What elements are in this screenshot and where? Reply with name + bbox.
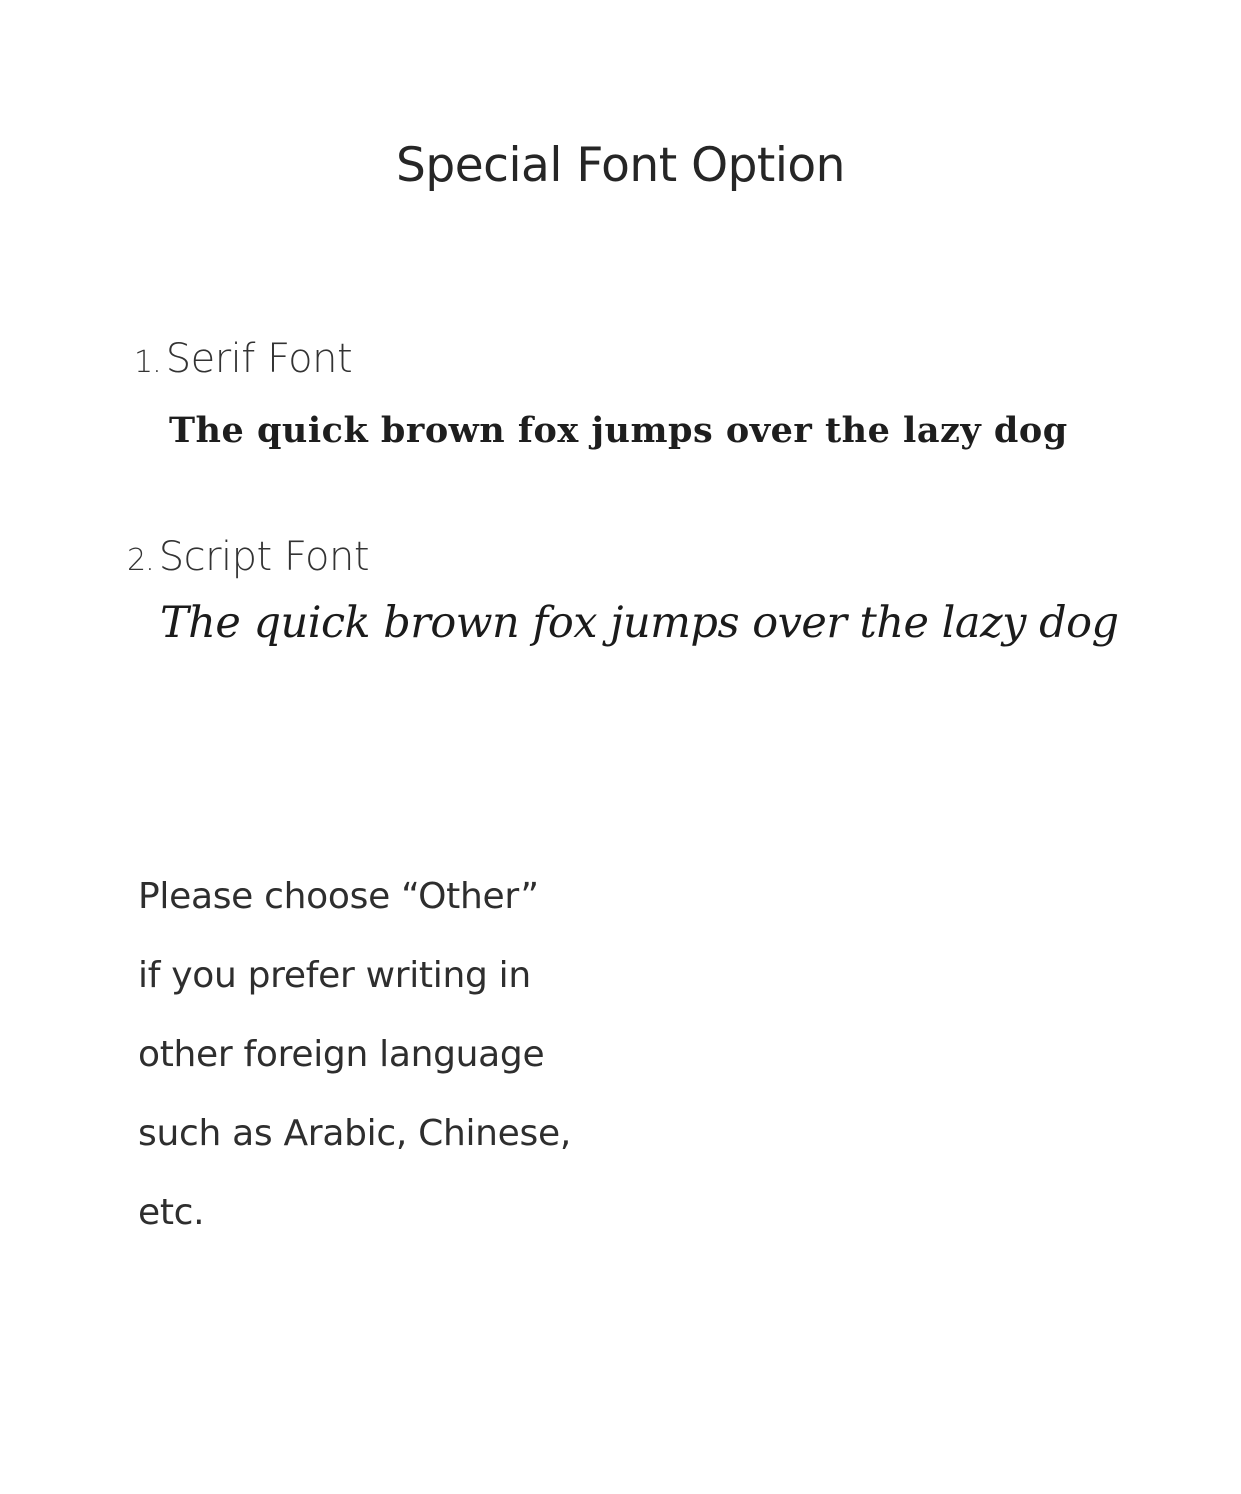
- note-line: other foreign language: [138, 1034, 545, 1075]
- option-serif-heading: [134, 336, 352, 382]
- script-font-sample: The quick brown fox jumps over the lazy dog: [160, 598, 1119, 648]
- option-label: Script Font: [158, 534, 370, 580]
- option-label: Serif Font: [165, 336, 353, 382]
- option-script-heading: [127, 534, 369, 580]
- note-line: if you prefer writing in: [138, 955, 531, 996]
- page-title: Special Font Option: [396, 138, 845, 193]
- note-line: Please choose “Other”: [138, 876, 539, 917]
- option-number: 1.: [134, 345, 161, 380]
- note-line: such as Arabic, Chinese,: [138, 1113, 571, 1154]
- note-line: etc.: [138, 1192, 205, 1233]
- serif-font-sample: The quick brown fox jumps over the lazy dog: [169, 410, 1068, 451]
- option-number: 2.: [127, 543, 154, 578]
